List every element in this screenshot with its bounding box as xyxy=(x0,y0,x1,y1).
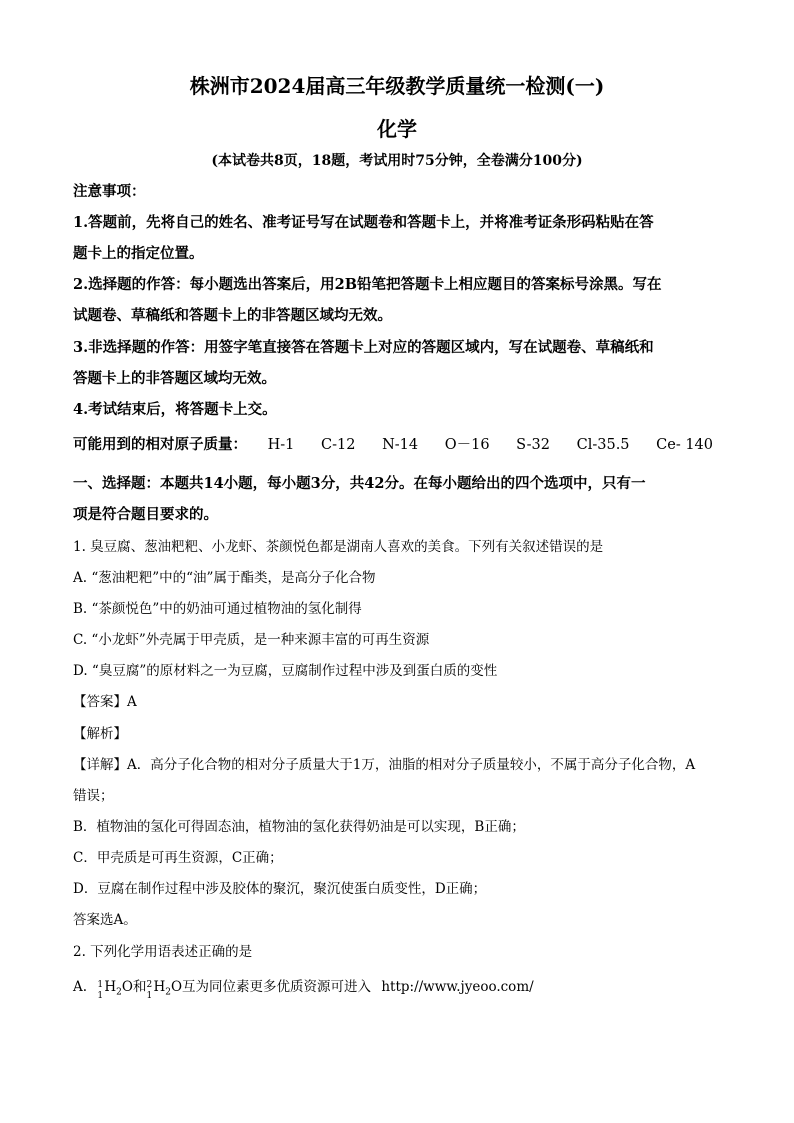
mass-number: 1 xyxy=(97,980,104,990)
notice-item: 2.选择题的作答：每小题选出答案后，用2B铅笔把答题卡上相应题目的答案标号涂黑。写在 xyxy=(73,276,662,293)
section-heading: 一、选择题：本题共14小题，每小题3分，共42分。在每小题给出的四个选项中，只有一 xyxy=(73,475,646,492)
atomic-mass-value: S-32 xyxy=(516,437,550,453)
atomic-mass-value: C-12 xyxy=(321,437,356,453)
element-symbol: O xyxy=(170,979,183,995)
atomic-mass-value: Cl-35.5 xyxy=(576,437,630,453)
subscript: 2 xyxy=(165,987,171,998)
section-heading: 项是符合题目要求的。 xyxy=(73,506,218,523)
notice-item: 试题卷、草稿纸和答题卡上的非答题区域均无效。 xyxy=(73,307,392,324)
atomic-mass-value: H-1 xyxy=(267,437,295,453)
element-symbol: H xyxy=(153,979,166,995)
option-label: A. xyxy=(73,979,88,995)
question-1-detail: 答案选A。 xyxy=(73,912,137,928)
notice-item: 4.考试结束后，将答题卡上交。 xyxy=(73,401,277,418)
question-1-option-a: A. “葱油粑粑”中的“油”属于酯类，是高分子化合物 xyxy=(73,570,376,586)
question-1-detail: D．豆腐在制作过程中涉及胶体的聚沉，聚沉使蛋白质变性，D正确； xyxy=(73,881,487,897)
nuclide-notation xyxy=(97,978,104,1001)
question-2-stem: 2. 下列化学用语表述正确的是 xyxy=(73,944,253,960)
question-1-analysis: 【解析】 xyxy=(73,726,127,742)
notice-item: 3.非选择题的作答：用签字笔直接答在答题卡上对应的答题区域内，写在试题卷、草稿纸和 xyxy=(73,339,654,356)
notice-heading: 注意事项： xyxy=(73,183,146,200)
element-symbol: H xyxy=(104,979,117,995)
atomic-masses xyxy=(73,436,735,454)
atomic-masses-label: 可能用到的相对原子质量： xyxy=(73,436,247,453)
question-1-option-c: C. “小龙虾”外壳属于甲壳质，是一种来源丰富的可再生资源 xyxy=(73,632,430,648)
exam-title: 株洲市2024届高三年级教学质量统一检测(一) xyxy=(189,74,605,98)
question-1-detail: 错误； xyxy=(73,788,114,804)
conjunction-text: 和 xyxy=(132,979,147,995)
element-symbol: O xyxy=(121,979,133,995)
atomic-number: 1 xyxy=(146,991,153,1001)
notice-item: 题卡上的指定位置。 xyxy=(73,245,204,262)
mass-number: 2 xyxy=(146,980,153,990)
question-1-detail: B．植物油的氢化可得固态油，植物油的氢化获得奶油是可以实现，B正确； xyxy=(73,819,525,835)
atomic-mass-value: O－16 xyxy=(444,437,490,453)
exam-info: (本试卷共8页，18题，考试用时75分钟，全卷满分100分) xyxy=(211,153,583,169)
resource-link[interactable]: http://www.jyeoo.com/ xyxy=(381,979,534,995)
question-1-answer: 【答案】A xyxy=(73,694,137,710)
notice-item: 答题卡上的非答题区域均无效。 xyxy=(73,370,276,387)
question-1-detail: 【详解】A．高分子化合物的相对分子质量大于1万，油脂的相对分子质量较小，不属于高分子化合物，A xyxy=(73,757,696,773)
question-1-stem: 1. 臭豆腐、葱油粑粑、小龙虾、茶颜悦色都是湖南人喜欢的美食。下列有关叙述错误的是 xyxy=(73,539,604,555)
subject-title: 化学 xyxy=(377,117,417,141)
atomic-mass-value: Ce- 140 xyxy=(656,437,714,453)
subscript: 2 xyxy=(116,987,122,998)
atomic-number: 1 xyxy=(97,991,104,1001)
question-1-detail: C．甲壳质是可再生资源，C正确； xyxy=(73,850,283,866)
option-text: 互为同位素更多优质资源可进入 xyxy=(182,979,372,995)
question-1-option-d: D. “臭豆腐”的原材料之一为豆腐，豆腐制作过程中涉及到蛋白质的变性 xyxy=(73,663,498,679)
question-2-option-a xyxy=(73,978,534,1002)
nuclide-notation xyxy=(146,978,153,1001)
question-1-option-b: B. “茶颜悦色”中的奶油可通过植物油的氢化制得 xyxy=(73,601,362,617)
atomic-mass-value: N-14 xyxy=(382,437,419,453)
notice-item: 1.答题前，先将自己的姓名、准考证号写在试题卷和答题卡上，并将准考证条形码粘贴在答 xyxy=(73,214,654,231)
